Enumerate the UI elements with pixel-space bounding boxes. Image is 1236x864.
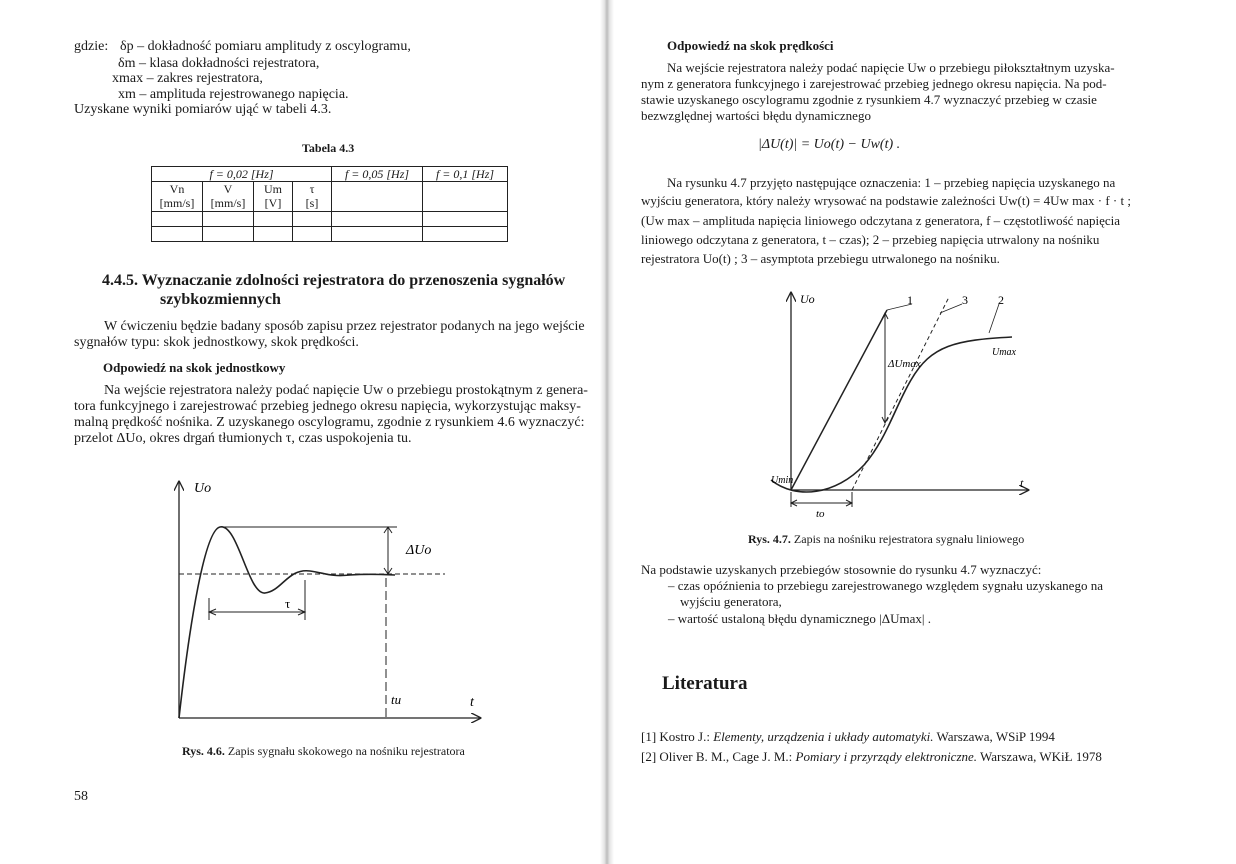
para-line: liniowego odczytana z generatora, t – czas); 2 – przebieg napięcia utrwalony na nośniku (641, 232, 1100, 247)
table-cell (254, 212, 293, 227)
label-2: 2 (998, 293, 1004, 307)
ref-title: Pomiary i przyrządy elektroniczne. (795, 749, 978, 764)
para-line: Na rysunku 4.7 przyjęto następujące oznaczenia: 1 – przebieg napięcia uzyskanego na (667, 175, 1116, 190)
ref-author: [2] Oliver B. M., Cage J. M.: (641, 749, 796, 764)
y-axis-label: Uo (194, 481, 212, 496)
table-cell (423, 182, 508, 212)
table-cell (332, 182, 423, 212)
literature-heading: Literatura (662, 673, 748, 694)
table-sub-header: Vn [mm/s] (152, 182, 203, 212)
table-cell (152, 227, 203, 242)
para-line: tora funkcyjnego i zarejestrować przebieg jednego okresu napięcia, wykorzystując maksy- (74, 399, 581, 414)
label-3: 3 (962, 293, 968, 307)
tu-label: tu (391, 692, 402, 707)
bullet-line: – wartość ustaloną błędu dynamicznego |ΔUmax| . (668, 611, 932, 626)
table-cell (152, 212, 203, 227)
y-axis-label: Uo (800, 292, 815, 306)
book-spine (600, 0, 614, 864)
para-line: przelot ΔUo, okres drgań tłumionych τ, czas uspokojenia tu. (74, 431, 412, 446)
reference-item (641, 749, 1102, 765)
generator-line (791, 310, 887, 490)
bullet-line: wyjściu generatora, (680, 594, 782, 609)
figure-4-6 (160, 470, 500, 732)
t-label: t (1020, 476, 1024, 490)
table-group-header: f = 0,02 [Hz] (152, 167, 332, 182)
table-cell (293, 227, 332, 242)
para-line: rejestratora Uo(t) ; 3 – asymptota przebiegu utrwalonego na nośniku. (641, 251, 1000, 266)
def-line: xm – amplituda rejestrowanego napięcia. (118, 87, 349, 102)
delta-label: ΔUo (406, 543, 432, 558)
section-heading: Odpowiedź na skok prędkości (667, 38, 834, 53)
intro-line: sygnałów typu: skok jednostkowy, skok prędkości. (74, 335, 359, 350)
para-line: stawie uzyskanego oscylogramu zgodnie z rysunkiem 4.7 wyznaczyć przebieg w czasie (641, 92, 1097, 107)
table-cell (203, 212, 254, 227)
para-line: (Uw max – amplituda napięcia liniowego odczytana z generatora, f – częstotliwość napięcia (641, 213, 1121, 228)
section-title-cont: szybkozmiennych (160, 291, 281, 308)
table-caption: Tabela 4.3 (302, 141, 355, 155)
figure-caption (182, 744, 465, 759)
ref-author: [1] Kostro J.: (641, 729, 714, 744)
reference-item (641, 729, 1055, 745)
para-line: nym z generatora funkcyjnego i zarejestrować przebieg jednego okresu napięcia. Na pod- (641, 76, 1107, 91)
table-cell (332, 212, 423, 227)
to-label: to (816, 508, 825, 520)
ref-publisher: Warszawa, WKiŁ 1978 (977, 749, 1102, 764)
table-group-header: f = 0,1 [Hz] (423, 167, 508, 182)
caption-number: Rys. 4.7. (748, 532, 791, 546)
table-cell (293, 212, 332, 227)
subheading: Odpowiedź na skok jednostkowy (103, 360, 286, 375)
delta-label: ΔUmax (888, 358, 921, 370)
intro-line: W ćwiczeniu będzie badany sposób zapisu przez rejestrator podanych na jego wejście (104, 319, 585, 334)
umin-label: Umin (771, 475, 794, 486)
table-sub-header: Um [V] (254, 182, 293, 212)
umax-label: Umax (992, 347, 1016, 358)
table-cell (203, 227, 254, 242)
results-line: Uzyskane wyniki pomiarów ująć w tabeli 4.3. (74, 102, 332, 117)
response-curve (179, 527, 395, 718)
bullet-line: – czas opóźnienia to przebiegu zarejestrowanego względem sygnału uzyskanego na (668, 578, 1103, 593)
def-line: xmax – zakres rejestratora, (112, 71, 263, 86)
table-sub-header: τ [s] (293, 182, 332, 212)
data-table (151, 166, 508, 242)
section-title: 4.4.5. Wyznaczanie zdolności rejestratora do przenoszenia sygnałów (102, 272, 566, 289)
caption-text: Zapis sygnału skokowego na nośniku rejestratora (227, 744, 465, 758)
para-line: Na wejście rejestratora należy podać napięcie Uw o przebiegu prostokątnym z genera- (104, 383, 588, 398)
table-group-header: f = 0,05 [Hz] (332, 167, 423, 182)
tau-label: τ (285, 596, 291, 611)
table-cell (423, 212, 508, 227)
figure-4-7 (766, 285, 1036, 520)
table-cell (332, 227, 423, 242)
def-line: δm – klasa dokładności rejestratora, (118, 56, 320, 71)
gdzie-label: gdzie: (74, 39, 109, 54)
table-cell (423, 227, 508, 242)
para-line: bezwzględnej wartości błędu dynamicznego (641, 108, 871, 123)
caption-number: Rys. 4.6. (182, 744, 225, 758)
label-1: 1 (907, 293, 913, 307)
t-label: t (470, 695, 474, 710)
para-line: wyjściu generatora, który należy wrysować na podstawie zależności Uw(t) = 4Uw max · f · t ; (641, 193, 1131, 208)
formula: |ΔU(t)| = Uo(t) − Uw(t) . (758, 137, 901, 152)
ref-publisher: Warszawa, WSiP 1994 (933, 729, 1055, 744)
table-cell (254, 227, 293, 242)
def-line: δp – dokładność pomiaru amplitudy z oscylogramu, (120, 39, 411, 54)
para-line: malną prędkość nośnika. Z uzyskanego oscylogramu, zgodnie z rysunkiem 4.6 wyznaczyć: (74, 415, 585, 430)
figure-caption (748, 532, 1024, 547)
table-sub-header: V [mm/s] (203, 182, 254, 212)
para-line: Na wejście rejestratora należy podać napięcie Uw o przebiegu piłokształtnym uzyska- (667, 60, 1115, 75)
after-intro: Na podstawie uzyskanych przebiegów stosownie do rysunku 4.7 wyznaczyć: (641, 562, 1042, 577)
page-number: 58 (74, 789, 88, 804)
caption-text: Zapis na nośniku rejestratora sygnału liniowego (793, 532, 1025, 546)
ref-title: Elementy, urządzenia i układy automatyki. (713, 729, 934, 744)
